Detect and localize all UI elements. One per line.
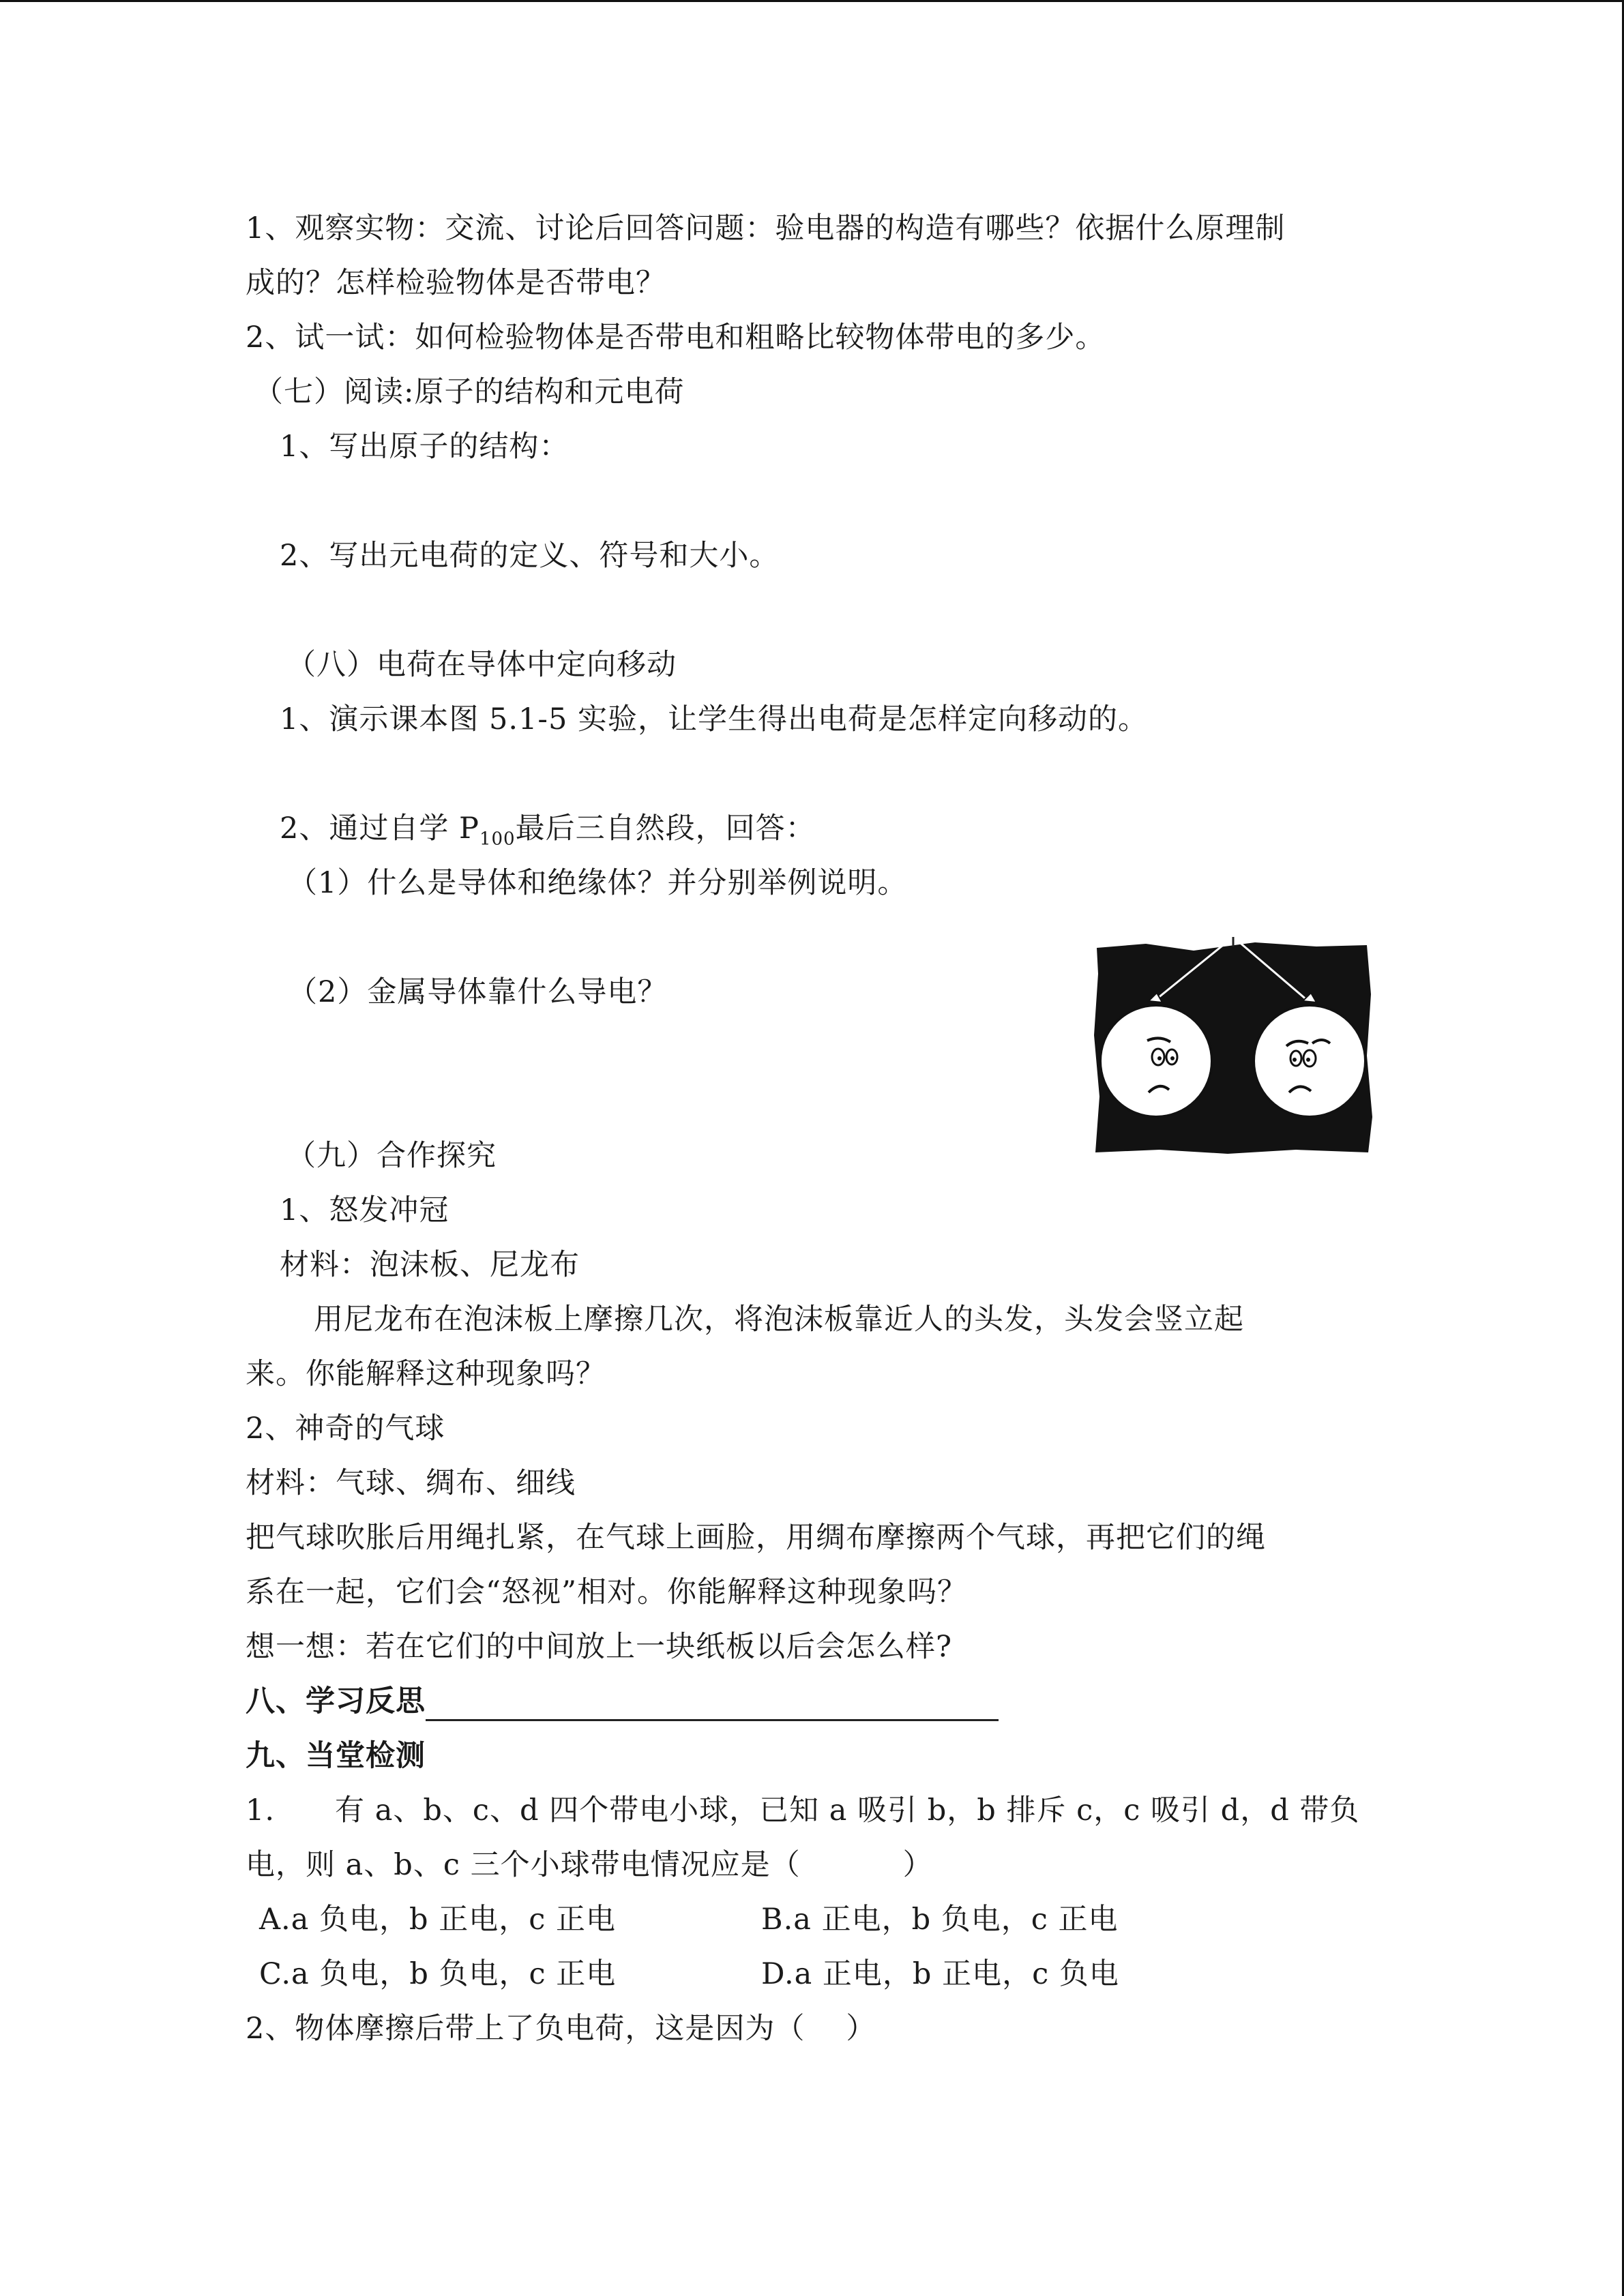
question-2: 2、物体摩擦后带上了负电荷，这是因为（ ）	[246, 2012, 876, 2046]
page-border-top	[0, 0, 1624, 2]
text-line: 2、写出元电荷的定义、符号和大小。	[280, 539, 780, 573]
section-heading: （九）合作探究	[286, 1139, 497, 1173]
text-line: 来。你能解释这种现象吗？	[246, 1357, 606, 1391]
question-line: （2）金属导体靠什么导电？	[288, 975, 668, 1009]
text-line: 1、演示课本图 5.1-5 实验，让学生得出电荷是怎样定向移动的。	[280, 702, 1148, 736]
text-line: 系在一起，它们会“怒视”相对。你能解释这种现象吗？	[246, 1575, 967, 1609]
text-line: 1、观察实物：交流、讨论后回答问题：验电器的构造有哪些？依据什么原理制	[246, 211, 1286, 245]
text-line: 把气球吹胀后用绳扎紧，在气球上画脸，用绸布摩擦两个气球，再把它们的绳	[246, 1521, 1266, 1555]
text-line: 2、神奇的气球	[246, 1412, 445, 1446]
section-heading: （七）阅读:原子的结构和元电荷	[254, 375, 685, 409]
option-b: B.a 正电，b 负电，c 正电	[761, 1903, 1119, 1937]
text-line: 材料：气球、绸布、细线	[246, 1466, 576, 1500]
question-line: （1）什么是导体和绝缘体？并分别举例说明。	[288, 866, 908, 900]
option-d: D.a 正电，b 正电，c 负电	[761, 1957, 1119, 1991]
answer-blank-line	[426, 1689, 999, 1721]
text-line: 2、试一试：如何检验物体是否带电和粗略比较物体带电的多少。	[246, 320, 1106, 355]
text-line: 1、怒发冲冠	[280, 1193, 449, 1227]
question-1: 1. 有 a、b、c、d 四个带电小球，已知 a 吸引 b，b 排斥 c，c 吸引 d，d 带负	[246, 1793, 1360, 1828]
text-line: 2、通过自学 $P_{100}$最后三自然段，回答：	[280, 811, 816, 850]
text-line: 想一想：若在它们的中间放上一块纸板以后会怎么样?	[246, 1630, 953, 1664]
text-line: 用尼龙布在泡沫板上摩擦几次，将泡沫板靠近人的头发，头发会竖立起	[314, 1302, 1244, 1337]
text-line: 材料：泡沫板、尼龙布	[280, 1248, 580, 1282]
heading-quiz: 九、当堂检测	[246, 1739, 426, 1773]
text-line: 成的？怎样检验物体是否带电？	[246, 266, 666, 300]
question-1-stem: 电，则 a、b、c 三个小球带电情况应是（ ）	[246, 1848, 933, 1882]
heading-reflection: 八、学习反思	[246, 1682, 999, 1721]
text-line: 1、写出原子的结构：	[280, 430, 570, 464]
section-heading: （八）电荷在导体中定向移动	[286, 648, 677, 682]
angry-balloons-illustration	[1091, 933, 1375, 1158]
option-c: C.a 负电，b 负电，c 正电	[259, 1957, 617, 1991]
option-a: A.a 负电，b 正电，c 正电	[259, 1903, 616, 1937]
